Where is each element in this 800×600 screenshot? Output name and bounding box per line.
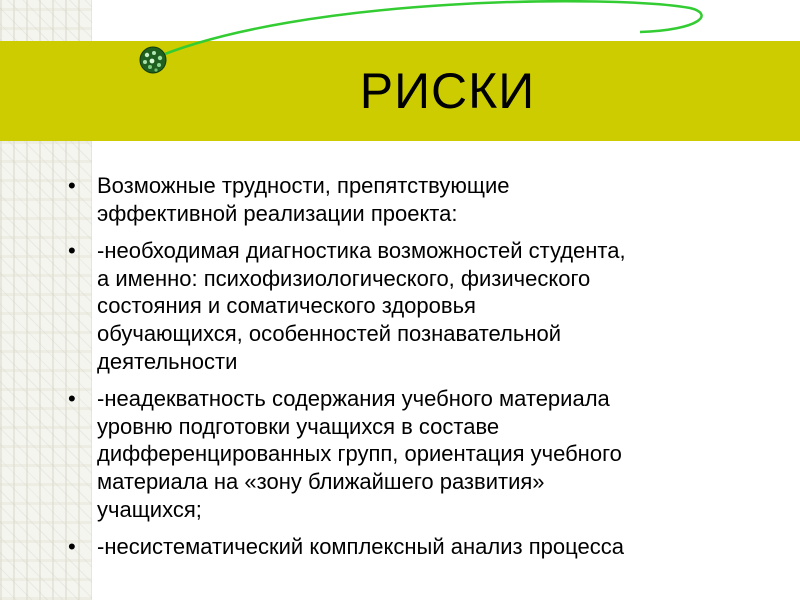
bullet-line: • -несистематический комплексный анализ процесса — [97, 534, 624, 560]
bullet-item — [62, 237, 782, 375]
bullet-line: • -неадекватность содержания учебного материала — [97, 386, 610, 412]
bullet-line: учащихся; — [97, 496, 202, 522]
bullet-line: дифференцированных групп, ориентация учебного — [97, 441, 622, 467]
bullet-line: состояния и соматического здоровья — [97, 293, 476, 319]
bullet-item — [62, 385, 782, 523]
bullet-line: обучающихся, особенностей познавательной — [97, 320, 562, 346]
bullet-list — [62, 172, 782, 571]
bullet-item — [62, 533, 782, 561]
bullet-line: а именно: психофизиологического, физического — [97, 265, 591, 291]
bullet-line: • -необходимая диагностика возможностей студента, — [97, 238, 626, 264]
bullet-line: уровню подготовки учащихся в составе — [97, 413, 500, 439]
slide-title: РИСКИ — [359, 63, 536, 119]
bullet-line: деятельности — [97, 348, 238, 374]
bullet-line: эффективной реализации проекта: — [97, 200, 458, 226]
bullet-line: • Возможные трудности, препятствующие — [97, 173, 510, 198]
bullet-line: материала на «зону ближайшего развития» — [97, 468, 545, 494]
bullet-item — [62, 172, 782, 227]
